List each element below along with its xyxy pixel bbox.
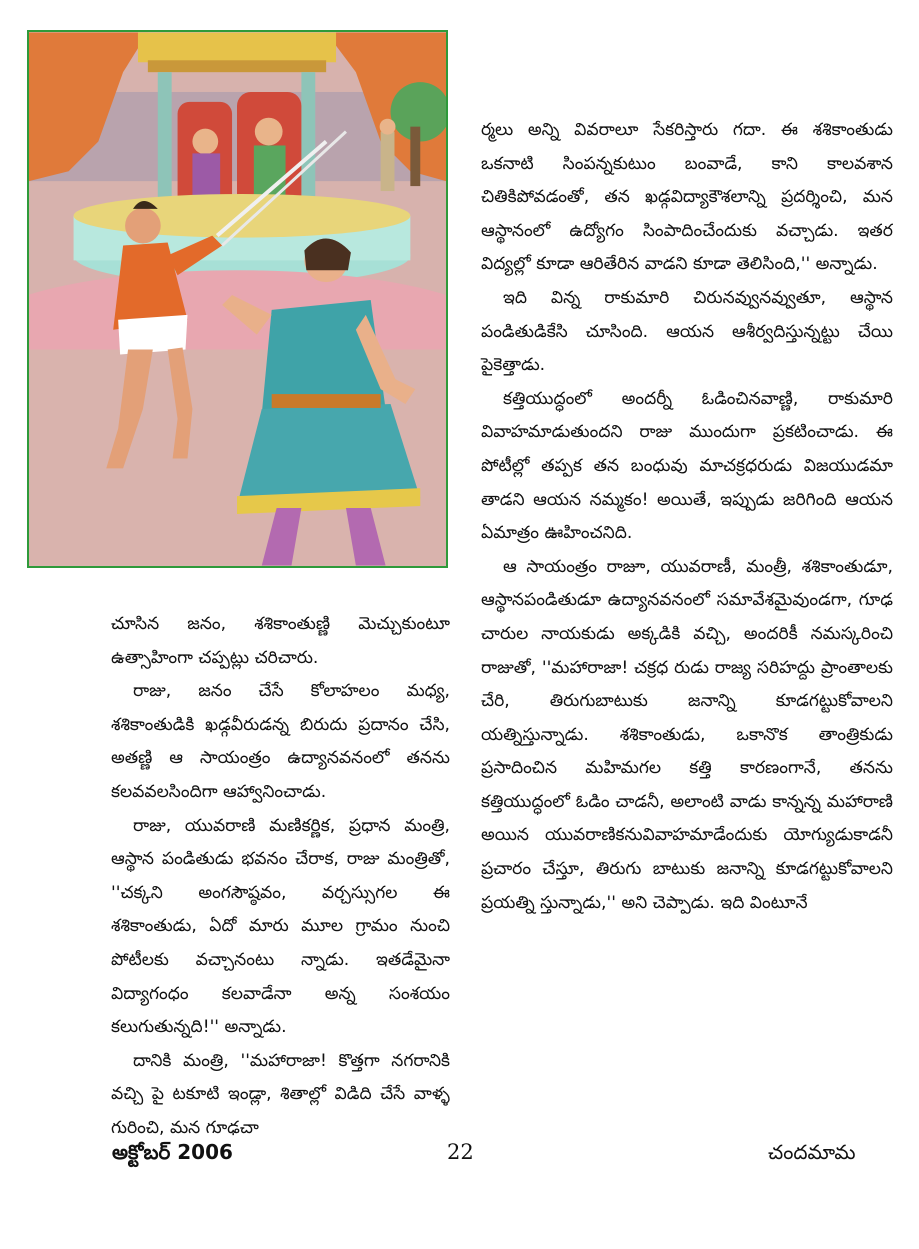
page-number: 22 bbox=[447, 1140, 474, 1164]
paragraph: ఇది విన్న రాకుమారి చిరునవ్వునవ్వుతూ, ఆస్థాన పండితుడికేసి చూసింది. ఆయన ఆశీర్వదిస్తున్నట్టు చేయి పైకెత్తాడు. bbox=[481, 287, 893, 376]
footer-month-year: అక్టోబర్ 2006 bbox=[112, 1140, 233, 1164]
paragraph: రాజు, జనం చేసే కోలాహలం మధ్య, శశికాంతుడికి ఖడ్గవీరుడన్న బిరుదు ప్రదానం చేసి, అతణ్ణి ఆ సాయంత్రం ఉద్యానవనంలో తనను కలవవలసిందిగా ఆహ్వానించాడు. bbox=[111, 681, 450, 802]
story-illustration bbox=[27, 30, 448, 568]
paragraph: ర్మలు అన్ని వివరాలూ సేకరిస్తారు గదా. ఈ శశికాంతుడు ఒకనాటి సింపన్నకుటుం బంవాడే, కాని కాలవశాన చితికిపోవడంతో, తన ఖడ్గవిద్యాకౌశలాన్ని ప్రదర్శించి, మన ఆస్థానంలో ఉద్యోగం సింపాదించేందుకు వచ్చాడు. ఇతర విద్యల్లో కూడా ఆరితేరిన వాడని కూడా తెలిసింది,'' అన్నాడు. bbox=[481, 120, 893, 275]
sword-duel-illustration bbox=[29, 32, 446, 566]
magazine-name: చందమామ bbox=[768, 1140, 856, 1164]
paragraph: రాజు, యువరాణి మణికర్ణిక, ప్రధాన మంత్రి, ఆస్థాన పండితుడు భవనం చేరాక, రాజు మంత్రితో, ''చక్కని అంగసౌష్ఠవం, వర్చస్సుగల ఈ శశికాంతుడు, ఏదో మారు మూల గ్రామం నుంచి పోటీలకు వచ్చానంటు న్నాడు. ఇతడేమైనా విద్యాగంధం కలవాడేనా అన్న సంశయం కలుగుతున్నది!'' అన్నాడు. bbox=[111, 815, 450, 1038]
text-column-right bbox=[481, 114, 893, 920]
paragraph: ఆ సాయంత్రం రాజూ, యువరాణీ, మంత్రీ, శశికాంతుడూ, ఆస్థానపండితుడూ ఉద్యానవనంలో సమావేశమైవుండగా, గూఢ చారుల నాయకుడు అక్కడికి వచ్చి, అందరికీ నమస్కరించి రాజుతో, ''మహారాజా! చక్రధ రుడు రాజ్య సరిహద్దు ప్రాంతాలకు చేరి, తిరుగుబాటుకు జనాన్ని కూడగట్టుకోవాలని యత్నిస్తున్నాడు. శశికాంతుడు, ఒకానొక తాంత్రికుడు ప్రసాదించిన మహిమగల కత్తి కారణంగానే, తనను కత్తియుద్ధంలో ఓడిం చాడనీ, అలాంటి వాడు కాన్నన్న మహారాణి అయిన యువరాణికనువివాహమాడేందుకు యోగ్యుడుకాడనీ ప్రచారం చేస్తూ, తిరుగు బాటుకు జనాన్ని కూడగట్టుకోవాలని ప్రయత్ని స్తున్నాడు,'' అని చెప్పాడు. ఇది వింటూనే bbox=[481, 556, 893, 913]
paragraph: చూసిన జనం, శశికాంతుణ్ణి మెచ్చుకుంటూ ఉత్సాహింగా చప్పట్లు చరిచారు. bbox=[111, 614, 450, 668]
paragraph: కత్తియుద్ధంలో అందర్నీ ఓడించినవాణ్ణి, రాకుమారి వివాహమాడుతుందని రాజు ముందుగా ప్రకటించాడు. ఈ పోటీల్లో తప్పక తన బంధువు మాచక్రధరుడు విజయుడమా తాడని ఆయన నమ్మకం! అయితే, ఇప్పుడు జరిగింది ఆయన ఏమాత్రం ఊహించనిది. bbox=[481, 388, 893, 544]
text-column-left bbox=[111, 608, 450, 1146]
paragraph: దానికి మంత్రి, ''మహారాజా! కొత్తగా నగరానికి వచ్చి పై టకూటి ఇండ్లా, శితాల్లో విడిది చేసే వాళ్ళ గురించి, మన గూఢచా bbox=[111, 1050, 450, 1138]
